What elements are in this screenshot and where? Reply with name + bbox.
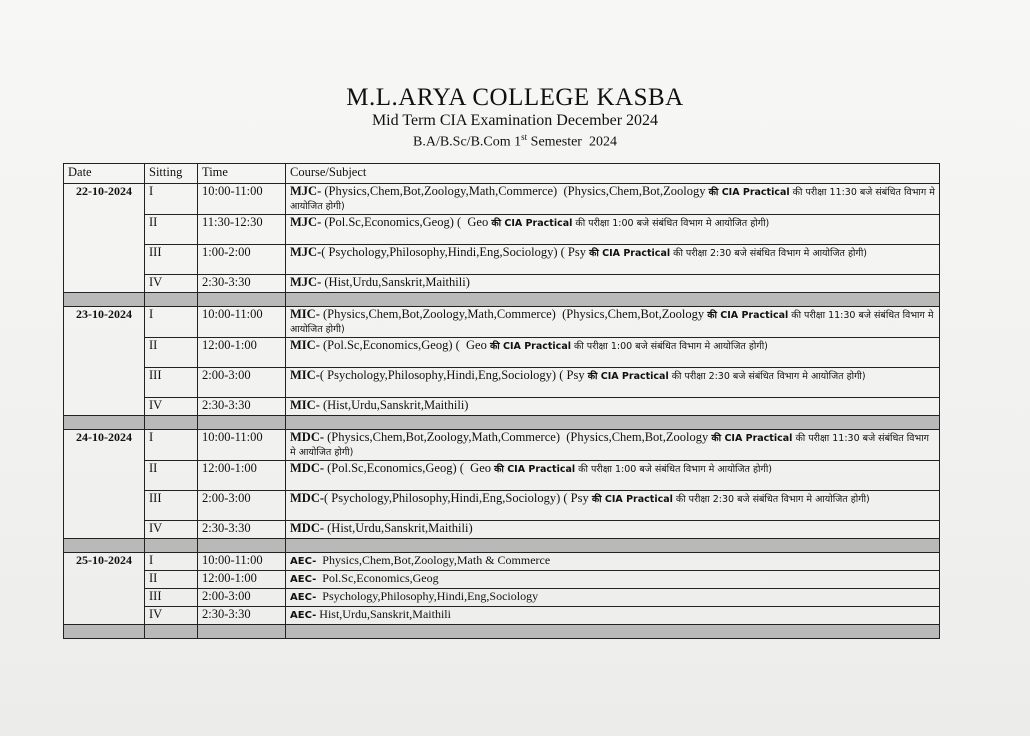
separator-cell [145, 625, 198, 639]
course-subjects: (Pol.Sc,Economics,Geog) ( Geo [324, 461, 495, 475]
table-row [64, 398, 940, 416]
course-code: MIC- [290, 338, 320, 352]
course-code: MJC- [290, 215, 322, 229]
day-separator [64, 539, 940, 553]
course-subjects: Psychology,Philosophy,Hindi,Eng,Sociology [316, 589, 539, 603]
course-cell [286, 607, 940, 625]
day-separator [64, 416, 940, 430]
course-cell [286, 245, 940, 275]
date-cell: 23-10-2024 [64, 307, 145, 416]
time-cell: 2:30-3:30 [198, 521, 286, 539]
course-subjects: Physics,Chem,Bot,Zoology,Math & Commerce [316, 553, 551, 567]
practical-note-label: की CIA Practical [494, 464, 576, 475]
separator-cell [198, 625, 286, 639]
practical-note: की परीक्षा 1:00 बजे संबंधित विभाग मे आयोजित होगी) [572, 218, 770, 229]
table-body [64, 184, 940, 639]
sitting-cell: IV [145, 521, 198, 539]
practical-note-label: की CIA Practical [589, 248, 671, 259]
sitting-cell: IV [145, 607, 198, 625]
course-cell [286, 184, 940, 215]
sitting-cell: I [145, 184, 198, 215]
course-cell [286, 553, 940, 571]
course-code: MIC- [290, 307, 320, 321]
course-subjects: (Physics,Chem,Bot,Zoology,Math,Commerce) (Physics,Chem,Bot,Zoology [321, 184, 709, 198]
practical-note-label: की CIA Practical [707, 310, 789, 321]
college-name: M.L.ARYA COLLEGE KASBA [346, 84, 684, 111]
practical-note: की परीक्षा 11:30 बजे संबंधित विभाग मे आयोजित होगी) [290, 433, 929, 458]
practical-note-label: की CIA Practical [491, 218, 573, 229]
sitting-cell: I [145, 430, 198, 461]
course-cell [286, 307, 940, 338]
exam-schedule-table [63, 163, 940, 639]
course-code: AEC- [290, 610, 317, 621]
header-date: Date [64, 164, 145, 184]
header-time: Time [198, 164, 286, 184]
practical-note-label: की CIA Practical [591, 494, 673, 505]
separator-cell [286, 293, 940, 307]
course-subjects: (Hist,Urdu,Sanskrit,Maithili) [319, 398, 469, 412]
time-cell: 2:30-3:30 [198, 275, 286, 293]
course-cell [286, 461, 940, 491]
sitting-cell: III [145, 491, 198, 521]
sitting-cell: I [145, 307, 198, 338]
time-cell: 10:00-11:00 [198, 307, 286, 338]
course-code: AEC- [290, 574, 317, 585]
practical-note-label: की CIA Practical [587, 371, 669, 382]
time-cell: 10:00-11:00 [198, 430, 286, 461]
separator-cell [286, 539, 940, 553]
practical-note: की परीक्षा 11:30 बजे संबंधित विभाग मे आयोजित होगी) [290, 310, 934, 335]
table-row [64, 275, 940, 293]
course-code: MIC- [290, 398, 320, 412]
practical-note: की परीक्षा 1:00 बजे संबंधित विभाग मे आयोजित होगी) [571, 341, 768, 352]
course-code: AEC- [290, 592, 317, 603]
course-subjects: ( Psychology,Philosophy,Hindi,Eng,Sociology) ( Psy [319, 368, 588, 382]
course-cell [286, 368, 940, 398]
table-row [64, 461, 940, 491]
course-cell [286, 215, 940, 245]
course-code: MDC- [290, 491, 325, 505]
day-separator [64, 625, 940, 639]
course-cell [286, 275, 940, 293]
separator-cell [64, 416, 145, 430]
sitting-cell: IV [145, 275, 198, 293]
sitting-cell: I [145, 553, 198, 571]
exam-title: Mid Term CIA Examination December 2024 [371, 112, 659, 129]
course-cell [286, 521, 940, 539]
practical-note: की परीक्षा 2:30 बजे संबंधित विभाग मे आयोजित होगी) [672, 494, 870, 505]
course-cell [286, 589, 940, 607]
course-subjects: (Hist,Urdu,Sanskrit,Maithili) [321, 275, 470, 289]
sitting-cell: IV [145, 398, 198, 416]
separator-cell [145, 416, 198, 430]
time-cell: 2:30-3:30 [198, 398, 286, 416]
table-row [64, 589, 940, 607]
table-row [64, 553, 940, 571]
time-cell: 1:00-2:00 [198, 245, 286, 275]
time-cell: 2:30-3:30 [198, 607, 286, 625]
table-row [64, 245, 940, 275]
table-row [64, 215, 940, 245]
practical-note-label: की CIA Practical [708, 187, 790, 198]
course-cell [286, 430, 940, 461]
sitting-cell: II [145, 461, 198, 491]
practical-note-label: की CIA Practical [489, 341, 571, 352]
sitting-cell: III [145, 368, 198, 398]
course-cell [286, 491, 940, 521]
time-cell: 12:00-1:00 [198, 571, 286, 589]
course-subjects: (Hist,Urdu,Sanskrit,Maithili) [324, 521, 473, 535]
table-row [64, 571, 940, 589]
practical-note: की परीक्षा 11:30 बजे संबंधित विभाग मे आयोजित होगी) [290, 187, 935, 212]
separator-cell [64, 539, 145, 553]
separator-cell [145, 293, 198, 307]
course-code: MJC- [290, 245, 322, 259]
separator-cell [198, 416, 286, 430]
sitting-cell: II [145, 571, 198, 589]
separator-cell [286, 416, 940, 430]
course-cell [286, 571, 940, 589]
practical-note: की परीक्षा 2:30 बजे संबंधित विभाग मे आयोजित होगी) [670, 248, 867, 259]
course-subjects: ( Psychology,Philosophy,Hindi,Eng,Sociology) ( Psy [324, 491, 592, 505]
course-code: MJC- [290, 275, 322, 289]
sitting-cell: III [145, 589, 198, 607]
header-course: Course/Subject [286, 164, 940, 184]
date-cell: 22-10-2024 [64, 184, 145, 293]
practical-note: की परीक्षा 2:30 बजे संबंधित विभाग मे आयोजित होगी) [668, 371, 866, 382]
date-cell: 24-10-2024 [64, 430, 145, 539]
date-cell: 25-10-2024 [64, 553, 145, 625]
table-row [64, 307, 940, 338]
separator-cell [64, 293, 145, 307]
course-subjects: ( Psychology,Philosophy,Hindi,Eng,Sociology) ( Psy [321, 245, 590, 259]
course-code: AEC- [290, 556, 317, 567]
time-cell: 2:00-3:00 [198, 491, 286, 521]
semester-line: B.A/B.Sc/B.Com 1st Semester 2024 [413, 132, 617, 150]
table-row [64, 368, 940, 398]
time-cell: 12:00-1:00 [198, 461, 286, 491]
practical-note-label: की CIA Practical [711, 433, 793, 444]
day-separator [64, 293, 940, 307]
header-sitting: Sitting [145, 164, 198, 184]
time-cell: 2:00-3:00 [198, 589, 286, 607]
course-subjects: (Physics,Chem,Bot,Zoology,Math,Commerce) (Physics,Chem,Bot,Zoology [324, 430, 712, 444]
separator-cell [198, 539, 286, 553]
separator-cell [64, 625, 145, 639]
course-code: MDC- [290, 521, 325, 535]
table-row [64, 430, 940, 461]
course-cell [286, 338, 940, 368]
table-header-row [64, 164, 940, 184]
course-code: MIC- [290, 368, 320, 382]
table-row [64, 607, 940, 625]
course-code: MJC- [290, 184, 322, 198]
course-subjects: Hist,Urdu,Sanskrit,Maithili [316, 607, 451, 621]
course-subjects: Pol.Sc,Economics,Geog [316, 571, 439, 585]
separator-cell [198, 293, 286, 307]
table-row [64, 521, 940, 539]
course-subjects: (Pol.Sc,Economics,Geog) ( Geo [319, 338, 490, 352]
course-subjects: (Physics,Chem,Bot,Zoology,Math,Commerce) (Physics,Chem,Bot,Zoology [319, 307, 708, 321]
table-row [64, 491, 940, 521]
table-row [64, 184, 940, 215]
time-cell: 11:30-12:30 [198, 215, 286, 245]
table-row [64, 338, 940, 368]
time-cell: 10:00-11:00 [198, 553, 286, 571]
separator-cell [286, 625, 940, 639]
practical-note: की परीक्षा 1:00 बजे संबंधित विभाग मे आयोजित होगी) [575, 464, 773, 475]
time-cell: 10:00-11:00 [198, 184, 286, 215]
course-code: MDC- [290, 430, 325, 444]
sitting-cell: II [145, 215, 198, 245]
sitting-cell: III [145, 245, 198, 275]
sitting-cell: II [145, 338, 198, 368]
course-code: MDC- [290, 461, 325, 475]
time-cell: 12:00-1:00 [198, 338, 286, 368]
course-cell [286, 398, 940, 416]
course-subjects: (Pol.Sc,Economics,Geog) ( Geo [321, 215, 492, 229]
time-cell: 2:00-3:00 [198, 368, 286, 398]
separator-cell [145, 539, 198, 553]
